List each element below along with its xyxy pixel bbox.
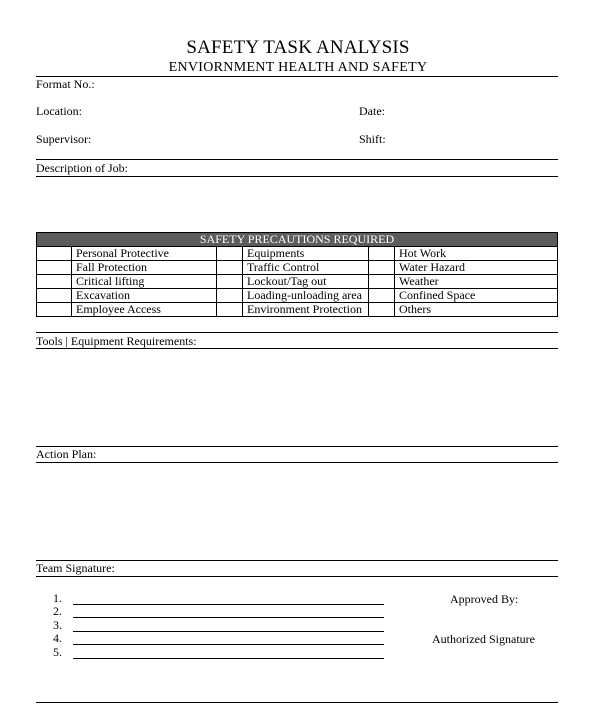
document-title: SAFETY TASK ANALYSIS xyxy=(186,37,410,58)
checkbox-cell[interactable] xyxy=(37,261,72,275)
divider-description-top xyxy=(36,159,558,160)
signature-line[interactable] xyxy=(73,658,384,659)
location-label: Location: xyxy=(36,104,82,118)
precaution-item: Fall Protection xyxy=(72,261,217,275)
checkbox-cell[interactable] xyxy=(217,275,243,289)
checkbox-cell[interactable] xyxy=(217,303,243,317)
divider-footer xyxy=(36,702,558,703)
table-row xyxy=(37,303,558,317)
precaution-item: Others xyxy=(395,303,558,317)
signature-line[interactable] xyxy=(73,644,384,645)
team-signature-label: Team Signature: xyxy=(36,561,115,575)
checkbox-cell[interactable] xyxy=(37,247,72,261)
date-label: Date: xyxy=(359,104,385,118)
precaution-item: Confined Space xyxy=(395,289,558,303)
table-row xyxy=(37,261,558,275)
signature-number: 1. xyxy=(53,591,62,605)
table-row xyxy=(37,275,558,289)
precaution-item: Hot Work xyxy=(395,247,558,261)
signature-number: 3. xyxy=(53,618,62,632)
checkbox-cell[interactable] xyxy=(217,261,243,275)
approved-by-label: Approved By: xyxy=(450,592,519,606)
signature-line[interactable] xyxy=(73,604,384,605)
divider-description-bottom xyxy=(36,176,558,177)
authorized-signature-label: Authorized Signature xyxy=(432,632,535,646)
precaution-item: Water Hazard xyxy=(395,261,558,275)
divider-header xyxy=(36,76,558,77)
safety-precautions-heading: SAFETY PRECAUTIONS REQUIRED xyxy=(37,233,558,247)
signature-number: 2. xyxy=(53,604,62,618)
precaution-item: Equipments xyxy=(243,247,369,261)
shift-label: Shift: xyxy=(359,132,386,146)
divider-tools-top xyxy=(36,332,558,333)
document-subtitle: ENVIORNMENT HEALTH AND SAFETY xyxy=(168,60,428,75)
divider-team-bottom xyxy=(36,576,558,577)
checkbox-cell[interactable] xyxy=(37,303,72,317)
signature-number: 5. xyxy=(53,645,62,659)
divider-action-bottom xyxy=(36,462,558,463)
checkbox-cell[interactable] xyxy=(217,247,243,261)
precaution-item: Weather xyxy=(395,275,558,289)
precaution-item: Excavation xyxy=(72,289,217,303)
table-row xyxy=(37,247,558,261)
checkbox-cell[interactable] xyxy=(369,261,395,275)
checkbox-cell[interactable] xyxy=(217,289,243,303)
checkbox-cell[interactable] xyxy=(369,247,395,261)
table-row xyxy=(37,289,558,303)
checkbox-cell[interactable] xyxy=(37,275,72,289)
divider-tools-bottom xyxy=(36,348,558,349)
checkbox-cell[interactable] xyxy=(369,303,395,317)
safety-precautions-table xyxy=(36,232,558,317)
precaution-item: Employee Access xyxy=(72,303,217,317)
supervisor-label: Supervisor: xyxy=(36,132,92,146)
checkbox-cell[interactable] xyxy=(369,289,395,303)
signature-line[interactable] xyxy=(73,631,384,632)
precaution-item: Critical lifting xyxy=(72,275,217,289)
signature-number: 4. xyxy=(53,631,62,645)
action-plan-label: Action Plan: xyxy=(36,447,97,461)
checkbox-cell[interactable] xyxy=(369,275,395,289)
precaution-item: Environment Protection xyxy=(243,303,369,317)
format-no-label: Format No.: xyxy=(36,77,95,91)
precaution-item: Traffic Control xyxy=(243,261,369,275)
precaution-item: Personal Protective xyxy=(72,247,217,261)
precaution-item: Loading-unloading area xyxy=(243,289,369,303)
signature-line[interactable] xyxy=(73,617,384,618)
tools-label: Tools | Equipment Requirements: xyxy=(36,334,197,348)
divider-action-top xyxy=(36,446,558,447)
precaution-item: Lockout/Tag out xyxy=(243,275,369,289)
description-label: Description of Job: xyxy=(36,161,128,175)
checkbox-cell[interactable] xyxy=(37,289,72,303)
